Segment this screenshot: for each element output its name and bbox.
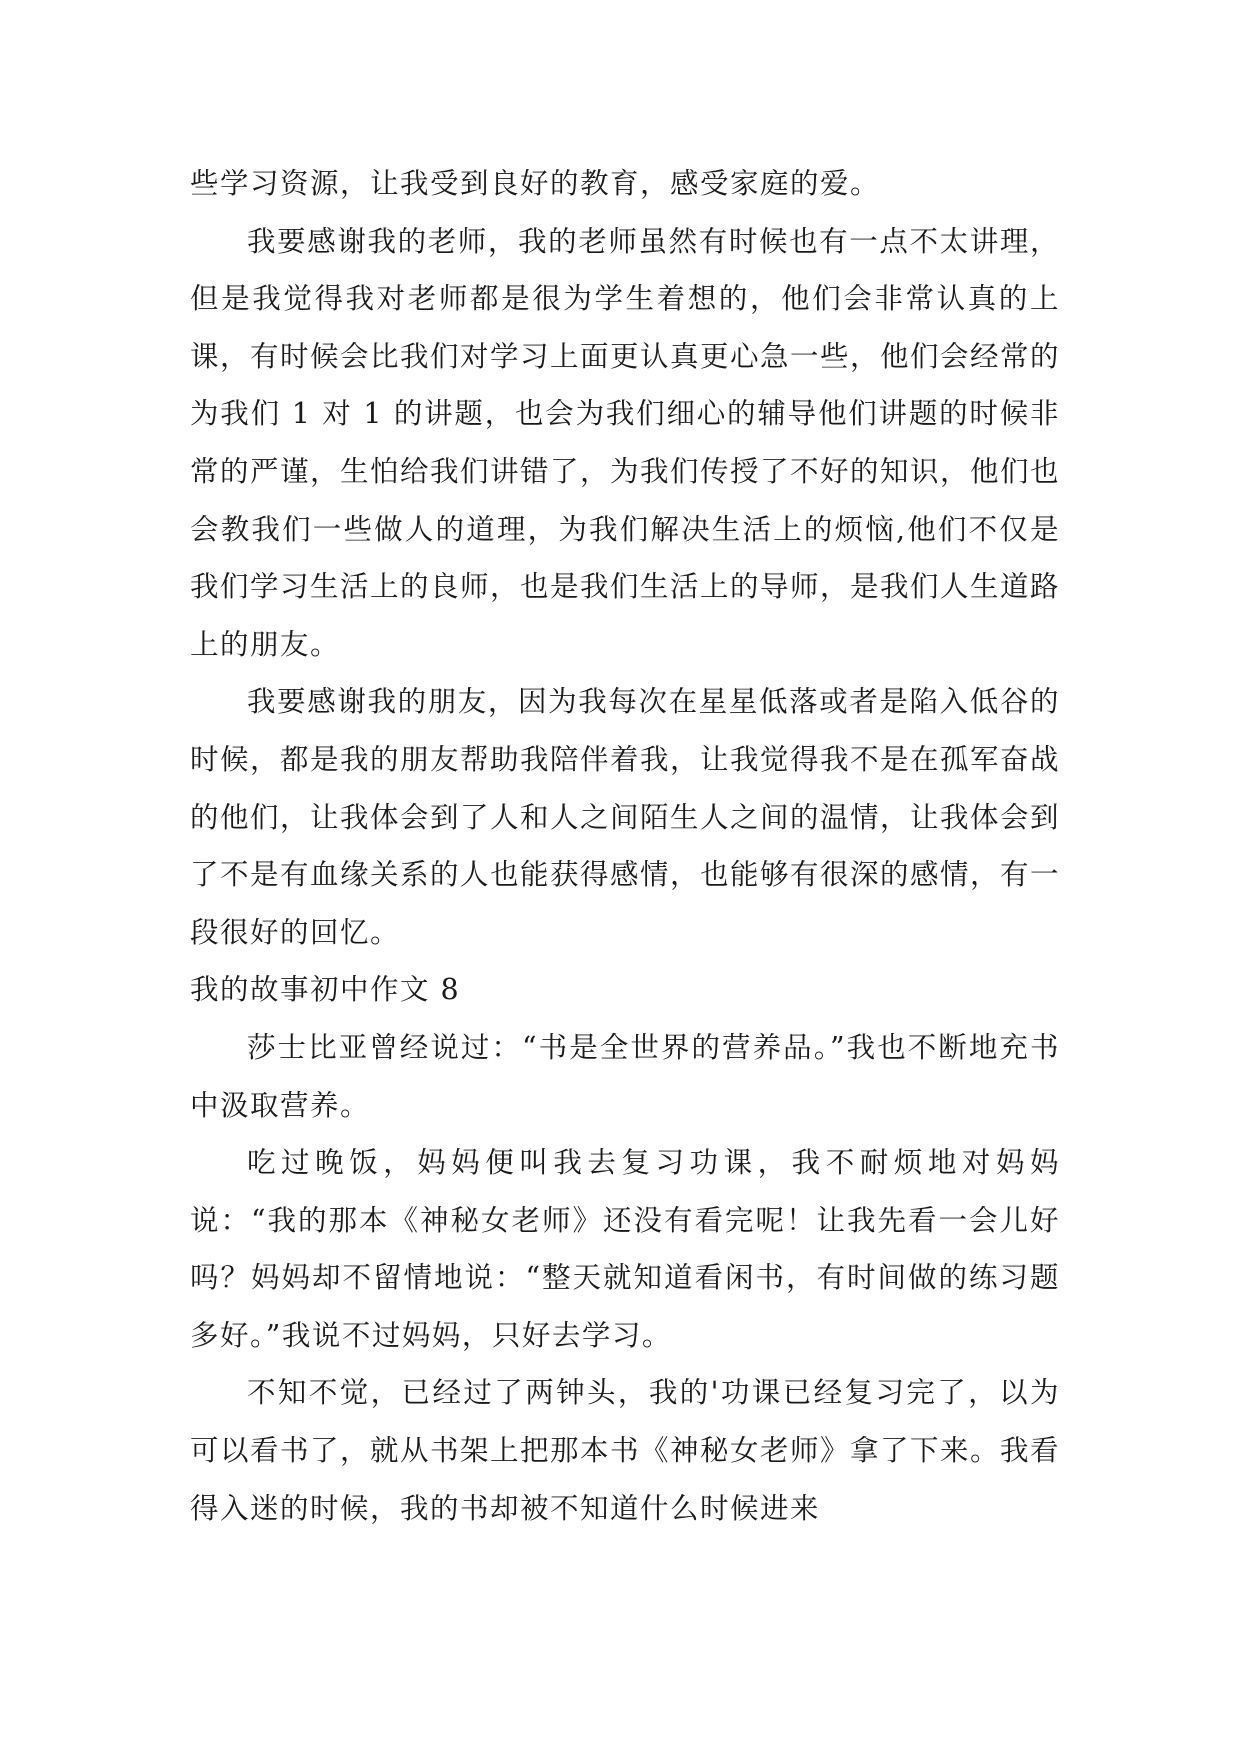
paragraph-continuation: 些学习资源，让我受到良好的教育，感受家庭的爱。 — [190, 167, 881, 200]
paragraph-shakespeare-quote: 莎士比亚曾经说过：“书是全世界的营养品。”我也不断地充书中汲取营养。 — [190, 1030, 1060, 1122]
section-heading: 我的故事初中作文 8 — [190, 973, 461, 1007]
paragraph-thank-teachers: 我要感谢我的老师，我的老师虽然有时候也有一点不太讲理，但是我觉得我对老师都是很为学生着想的，他们会非常认真的上课，有时候会比我们对学习上面更认真更心急一些，他们会经常的为我们 1 对 1 的讲题，也会为我们细心的辅导他们讲题的时候非常的严谨，生怕给我们讲错了，为我们传授了不好的知识，他们也会教我们一些做人的道理，为我们解决生活上的烦恼,他们不仅是我们学习生活上的良师，也是我们生活上的导师，是我们人生道路上的朋友。 — [190, 224, 1061, 661]
paragraph-finished-homework: 不知不觉，已经过了两钟头，我的'功课已经复习完了，以为可以看书了，就从书架上把那本书《神秘女老师》拿了下来。我看得入迷的时候，我的书却被不知道什么时候进来 — [190, 1376, 1061, 1525]
paragraph-after-dinner: 吃过晚饭，妈妈便叫我去复习功课，我不耐烦地对妈妈说：“我的那本《神秘女老师》还没有看完呢！让我先看一会儿好吗？妈妈却不留情地说：“整天就知道看闲书，有时间做的练习题多好。”我说不过妈妈，只好去学习。 — [190, 1146, 1060, 1352]
paragraph-thank-friends: 我要感谢我的朋友，因为我每次在星星低落或者是陷入低谷的时候，都是我的朋友帮助我陪伴着我，让我觉得我不是在孤军奋战的他们，让我体会到了人和人之间陌生人之间的温情，让我体会到了不是有血缘关系的人也能获得感情，也能够有很深的感情，有一段很好的回忆。 — [190, 685, 1061, 949]
document-body — [190, 155, 1060, 1537]
